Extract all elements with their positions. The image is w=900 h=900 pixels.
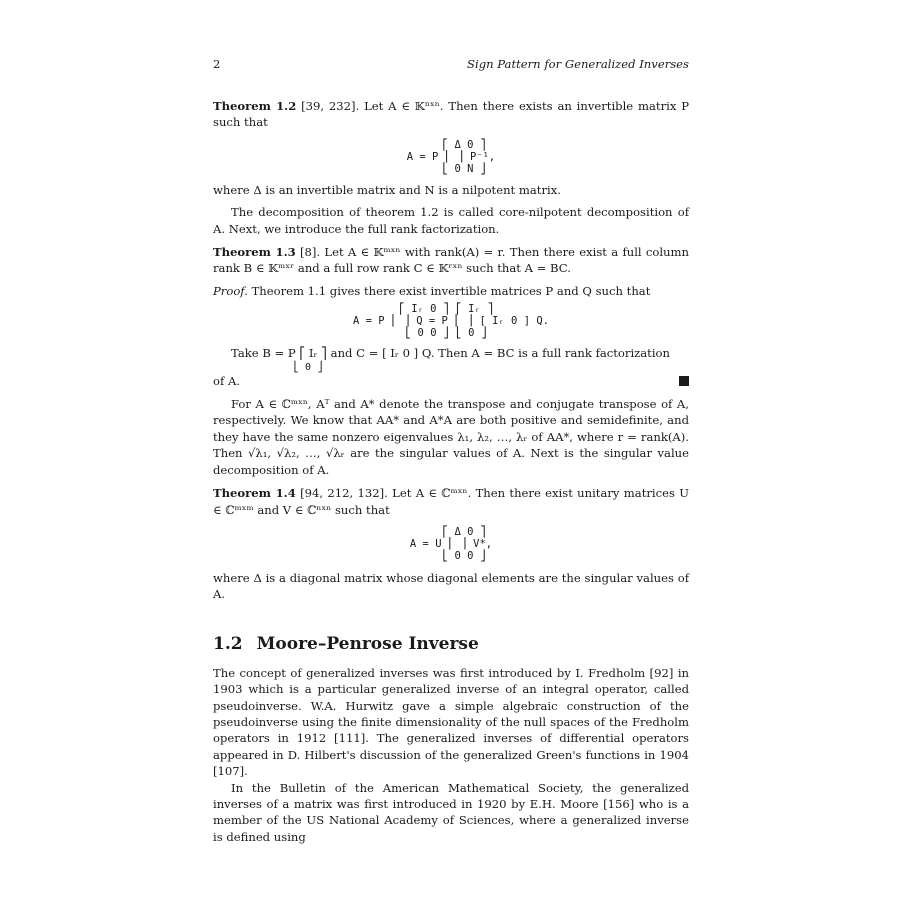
proof-end-text: of A. <box>213 373 241 388</box>
theorem-text: [39, 232]. Let A ∈ 𝕂ⁿˣⁿ. Then there exists an invertible matrix P such that <box>213 99 689 130</box>
paragraph: Take B = P ⎡ Iᵣ ⎤ and C = [ Iᵣ 0 ] Q. Then A = BC is a full rank factorization <box>231 346 670 361</box>
qed-icon <box>679 376 689 386</box>
proof <box>213 283 689 299</box>
theorem-label: Theorem 1.3 <box>213 245 296 260</box>
section-title: Moore–Penrose Inverse <box>256 633 479 654</box>
paragraph: where Δ is an invertible matrix and N is a nilpotent matrix. <box>213 182 561 197</box>
paragraph: For A ∈ ℂᵐˣⁿ, Aᵀ and A* denote the transpose and conjugate transpose of A, respectively. We know that AA* and A*A are both positive and semidefinite, and they have the same nonzero eigenvalues λ₁, λ₂, …, λᵣ of AA*, where r = rank(A). Then √λ₁, √λ₂, …, √λᵣ are the singular values of A. Next is the singular value decomposition of A. <box>213 397 689 477</box>
equation-svd <box>213 526 689 562</box>
paragraph: The decomposition of theorem 1.2 is called core-nilpotent decomposition of A. Next, we introduce the full rank factorization. <box>213 205 689 236</box>
equation-core-nilpotent <box>213 139 689 175</box>
proof-end <box>213 373 689 389</box>
eq-line: ⎣ 0 0 ⎦ <box>441 549 487 562</box>
theorem-1-3 <box>213 244 689 277</box>
page-body <box>213 56 689 845</box>
eq-line: A = U ⎢ ⎥ V*, <box>409 537 493 550</box>
theorem-1-4 <box>213 485 689 518</box>
proof-text: Theorem 1.1 gives there exist invertible matrices P and Q such that <box>251 283 651 298</box>
eq-line: ⎡ Δ 0 ⎤ <box>441 525 487 538</box>
running-title: Sign Pattern for Generalized Inverses <box>467 57 689 71</box>
theorem-label: Theorem 1.2 <box>213 99 297 113</box>
paragraph: ⎣ 0 ⎦ <box>293 361 324 373</box>
equation-rank-form <box>213 303 689 339</box>
section-heading <box>213 633 689 655</box>
theorem-text: [94, 212, 132]. Let A ∈ ℂᵐˣⁿ. Then there exist unitary matrices U ∈ ℂᵐˣᵐ and V ∈ ℂⁿˣⁿ such that <box>213 486 690 517</box>
theorem-text: [8]. Let A ∈ 𝕂ᵐˣⁿ with rank(A) = r. Then there exist a full column rank B ∈ 𝕂ᵐˣʳ and a full row rank C ∈ 𝕂ʳˣⁿ such that A = BC. <box>213 245 690 276</box>
proof-label: Proof. <box>213 283 248 298</box>
theorem-1-2 <box>213 98 689 131</box>
page-number: 2 <box>213 57 221 71</box>
eq-line: ⎣ 0 0 ⎦ ⎣ 0 ⎦ <box>404 327 488 340</box>
eq-line: ⎡ Iᵣ 0 ⎤ ⎡ Iᵣ ⎤ <box>398 303 494 316</box>
running-header <box>213 56 689 76</box>
paragraph: where Δ is a diagonal matrix whose diagonal elements are the singular values of A. <box>213 570 689 602</box>
eq-line: A = P ⎢ ⎥ P⁻¹, <box>406 150 496 163</box>
eq-line: ⎣ 0 N ⎦ <box>441 162 487 175</box>
eq-line: A = P ⎢ ⎥ Q = P ⎢ ⎥ [ Iᵣ 0 ] Q. <box>353 315 549 328</box>
paragraph: The concept of generalized inverses was first introduced by I. Fredholm [92] in 1903 which is a particular generalized inverse of an integral operator, called pseudoinverse. W.A. Hurwitz gave a simple algebraic construction of the pseudoinverse using the finite dimensionality of the null spaces of the Fredholm operators in 1912 [111]. The generalized inverses of differential operators appeared in D. Hilbert's discussion of the generalized Green's functions in 1904 [107]. <box>213 665 689 779</box>
eq-line: ⎡ Δ 0 ⎤ <box>441 138 487 151</box>
paragraph: In the Bulletin of the American Mathematical Society, the generalized inverses of a matrix was first introduced in 1920 by E.H. Moore [156] who is a member of the US National Academy of Sciences, where a generalized inverse is defined using <box>213 780 689 844</box>
section-number: 1.2 <box>213 633 243 654</box>
theorem-label: Theorem 1.4 <box>213 486 296 501</box>
